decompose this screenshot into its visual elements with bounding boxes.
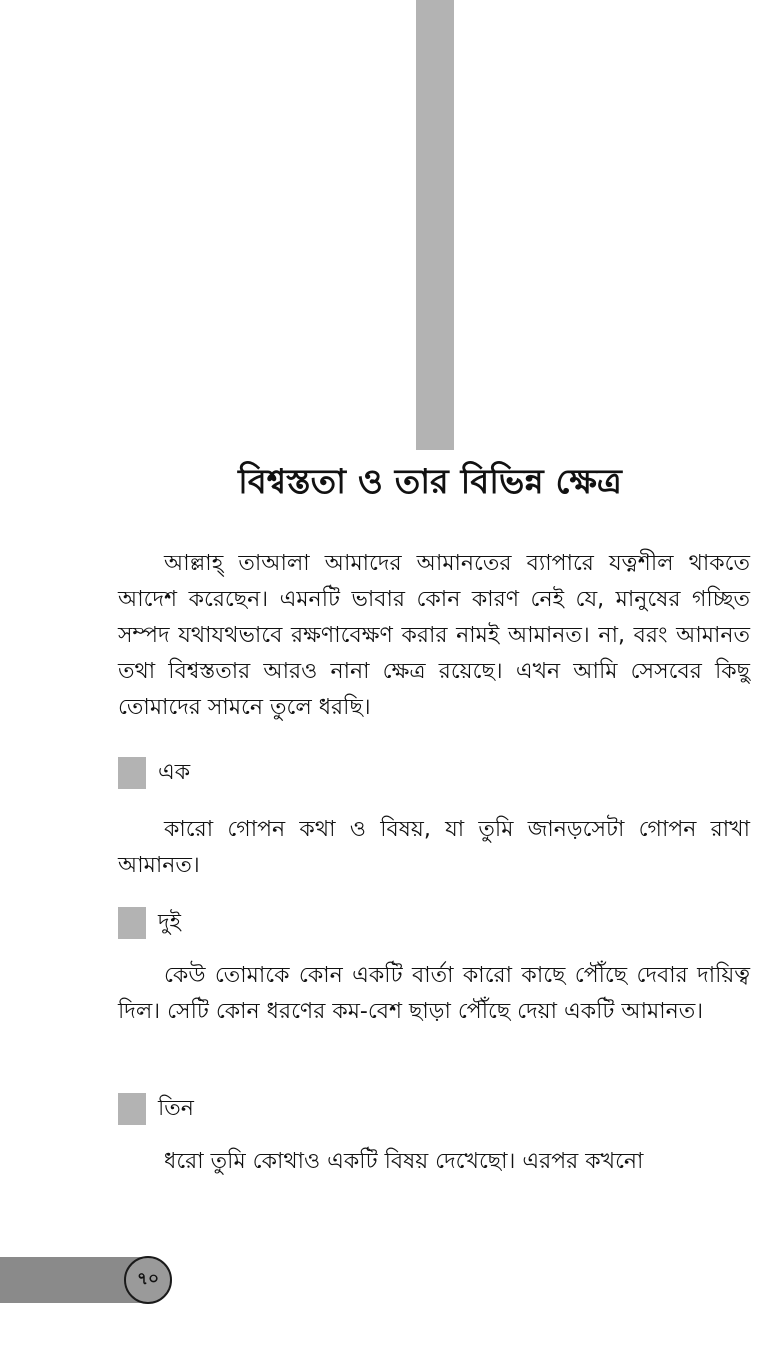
section-marker-icon (118, 757, 146, 789)
section-heading-label: এক (158, 759, 191, 785)
section-one-paragraph: কারো গোপন কথা ও বিষয়, যা তুমি জানড়সেটা গোপন রাখা আমানত। (118, 817, 750, 878)
decorative-top-bar (416, 0, 454, 450)
section-heading-one (118, 756, 190, 790)
section-marker-icon (118, 1093, 146, 1125)
section-heading-label: দুই (158, 909, 182, 935)
section-two-paragraph: কেউ তোমাকে কোন একটি বার্তা কারো কাছে পৌঁছে দেবার দায়িত্ব দিল। সেটি কোন ধরণের কম-বেশ ছাড়া পৌঁছে দেয়া একটি আমানত। (118, 963, 750, 1024)
intro-paragraph: আল্লাহ্ তাআলা আমাদের আমানতের ব্যাপারে যত্নশীল থাকতে আদেশ করেছেন। এমনটি ভাবার কোন কারণ নেই যে, মানুষের গচ্ছিত সম্পদ যথাযথভাবে রক্ষণাবেক্ষণ করার নামই আমানত। না, বরং আমানত তথা বিশ্বস্ততার আরও নানা ক্ষেত্র রয়েছে। এখন আমি সেসবের কিছু তোমাদের সামনে তুলে ধরছি। (118, 551, 750, 720)
page-number: ৭০ (124, 1256, 172, 1304)
section-heading-two (118, 906, 181, 940)
chapter-title: বিশ্বস্ততা ও তার বিভিন্ন ক্ষেত্র (238, 462, 622, 502)
section-three-paragraph: ধরো তুমি কোথাও একটি বিষয় দেখেছো। এরপর কখনো (164, 1149, 644, 1174)
section-marker-icon (118, 907, 146, 939)
section-heading-label: তিন (158, 1095, 194, 1121)
section-heading-three (118, 1092, 194, 1126)
